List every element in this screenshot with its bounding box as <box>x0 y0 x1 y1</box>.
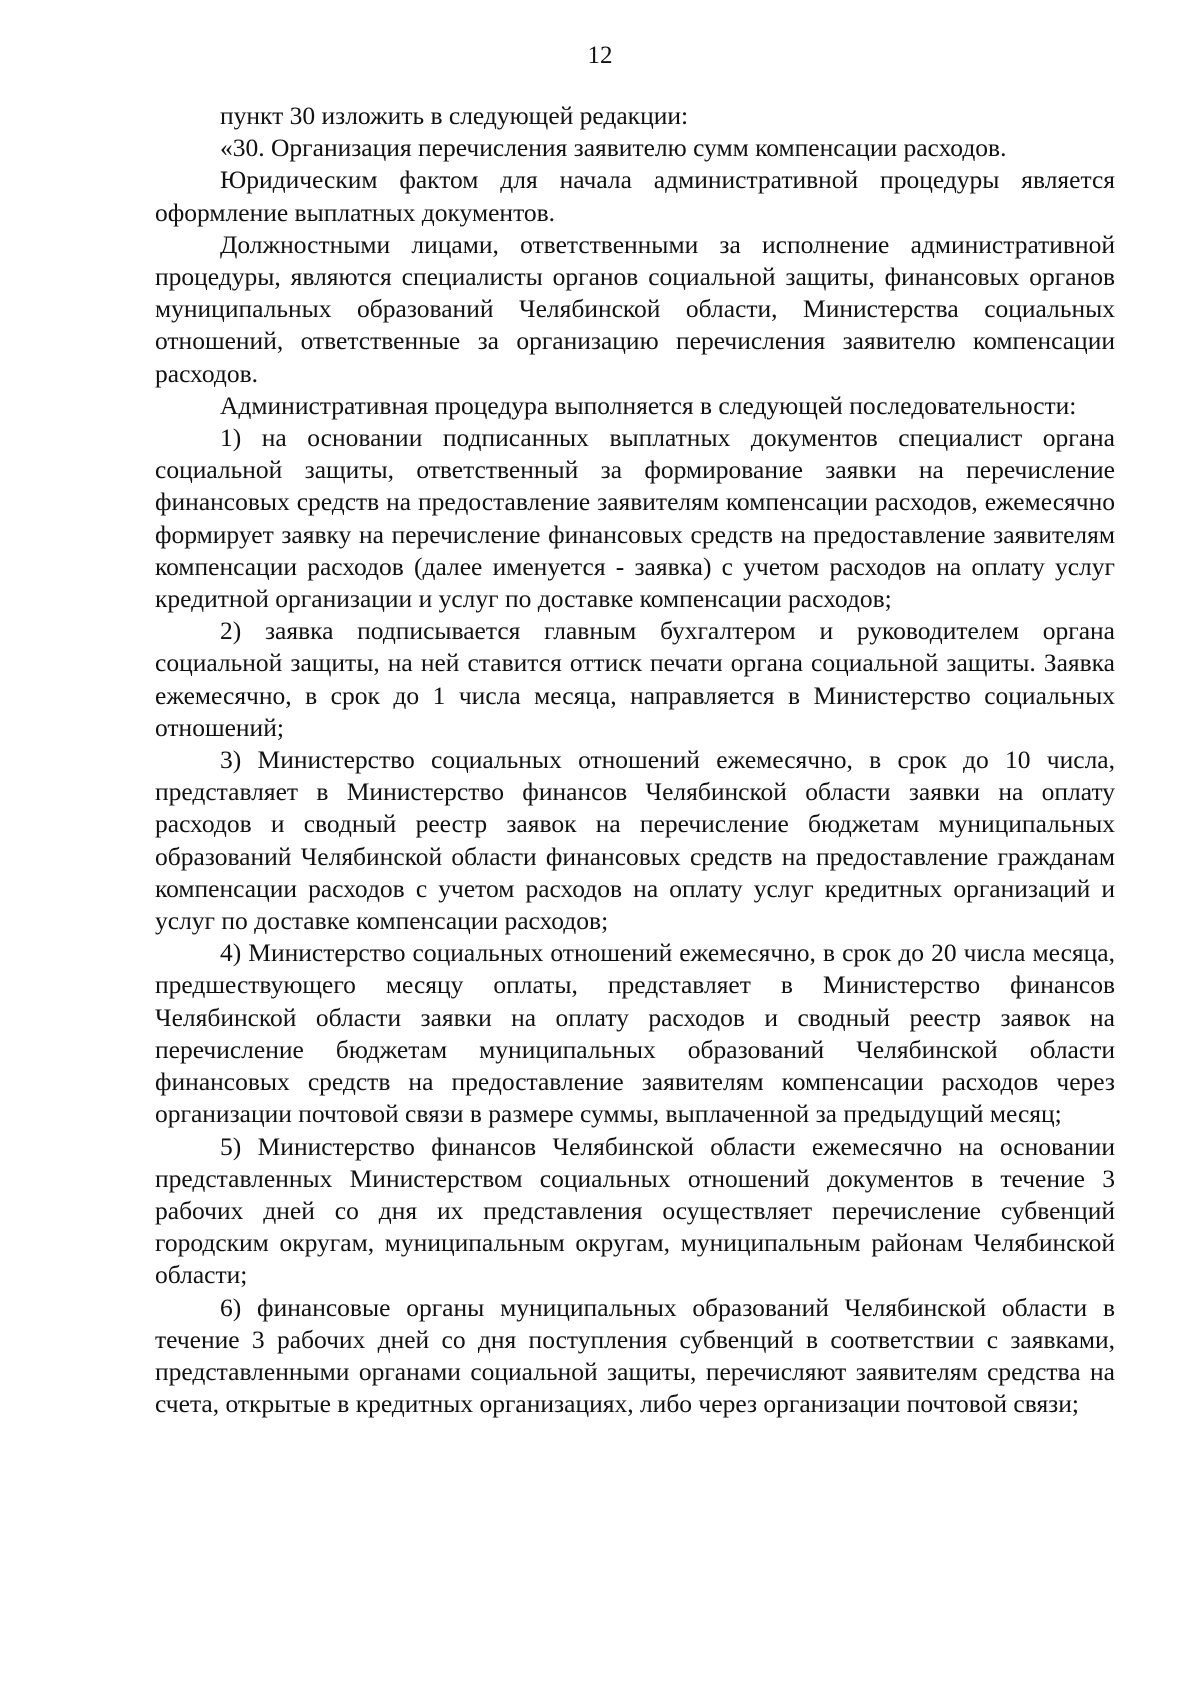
paragraph-item-30-title: «30. Организация перечисления заявителю сумм компенсации расходов. <box>220 133 1007 163</box>
paragraph-step-4: 4) Министерство социальных отношений ежемесячно, в срок до 20 числа месяца, предшествующего месяцу оплаты, представляет в Министерство финансов Челябинской области заявки на оплату расходов и сводный реестр заявок на перечисление бюджетам муниципальных образований Челябинской области финансовых средств на предоставление заявителям компенсации расходов через организации почтовой связи в размере суммы, выплаченной за предыдущий месяц; <box>155 938 1115 1129</box>
paragraph-responsible-officials: Должностными лицами, ответственными за исполнение административной процедуры, являются специалисты органов социальной защиты, финансовых органов муниципальных образований Челябинской области, Министерства социальных отношений, ответственные за организацию перечисления заявителю компенсации расходов. <box>155 229 1115 388</box>
page-number: 12 <box>587 42 613 69</box>
document-body <box>155 100 1115 1420</box>
paragraph-step-3: 3) Министерство социальных отношений ежемесячно, в срок до 10 числа, представляет в Министерство финансов Челябинской области заявки на оплату расходов и сводный реестр заявок на перечисление бюджетам муниципальных образований Челябинской области финансовых средств на предоставление гражданам компенсации расходов с учетом расходов на оплату услуг кредитных организаций и услуг по доставке компенсации расходов; <box>155 745 1115 936</box>
paragraph-amendment-intro: пункт 30 изложить в следующей редакции: <box>220 101 689 130</box>
paragraph-legal-fact: Юридическим фактом для начала административной процедуры является оформление выплатных документов. <box>155 165 1115 227</box>
paragraph-step-6: 6) финансовые органы муниципальных образований Челябинской области в течение 3 рабочих дней со дня поступления субвенций в соответствии с заявками, представленными органами социальной защиты, перечисляют заявителям средства на счета, открытые в кредитных организациях, либо через организации почтовой связи; <box>155 1292 1115 1419</box>
paragraph-step-5: 5) Министерство финансов Челябинской области ежемесячно на основании представленных Министерством социальных отношений документов в течение 3 рабочих дней со дня их представления осуществляет перечисление субвенций городским округам, муниципальным округам, муниципальным районам Челябинской области; <box>155 1131 1115 1290</box>
paragraph-step-2: 2) заявка подписывается главным бухгалтером и руководителем органа социальной защиты, на ней ставится оттиск печати органа социальной защиты. Заявка ежемесячно, в срок до 1 числа месяца, направляется в Министерство социальных отношений; <box>155 616 1115 742</box>
paragraph-procedure-sequence: Административная процедура выполняется в следующей последовательности: <box>220 390 1077 420</box>
paragraph-step-1: 1) на основании подписанных выплатных документов специалист органа социальной защиты, ответственный за формирование заявки на перечисление финансовых средств на предоставление заявителям компенсации расходов, ежемесячно формирует заявку на перечисление финансовых средств на предоставление заявителям компенсации расходов (далее именуется - заявка) с учетом расходов на оплату услуг кредитной организации и услуг по доставке компенсации расходов; <box>155 423 1115 614</box>
